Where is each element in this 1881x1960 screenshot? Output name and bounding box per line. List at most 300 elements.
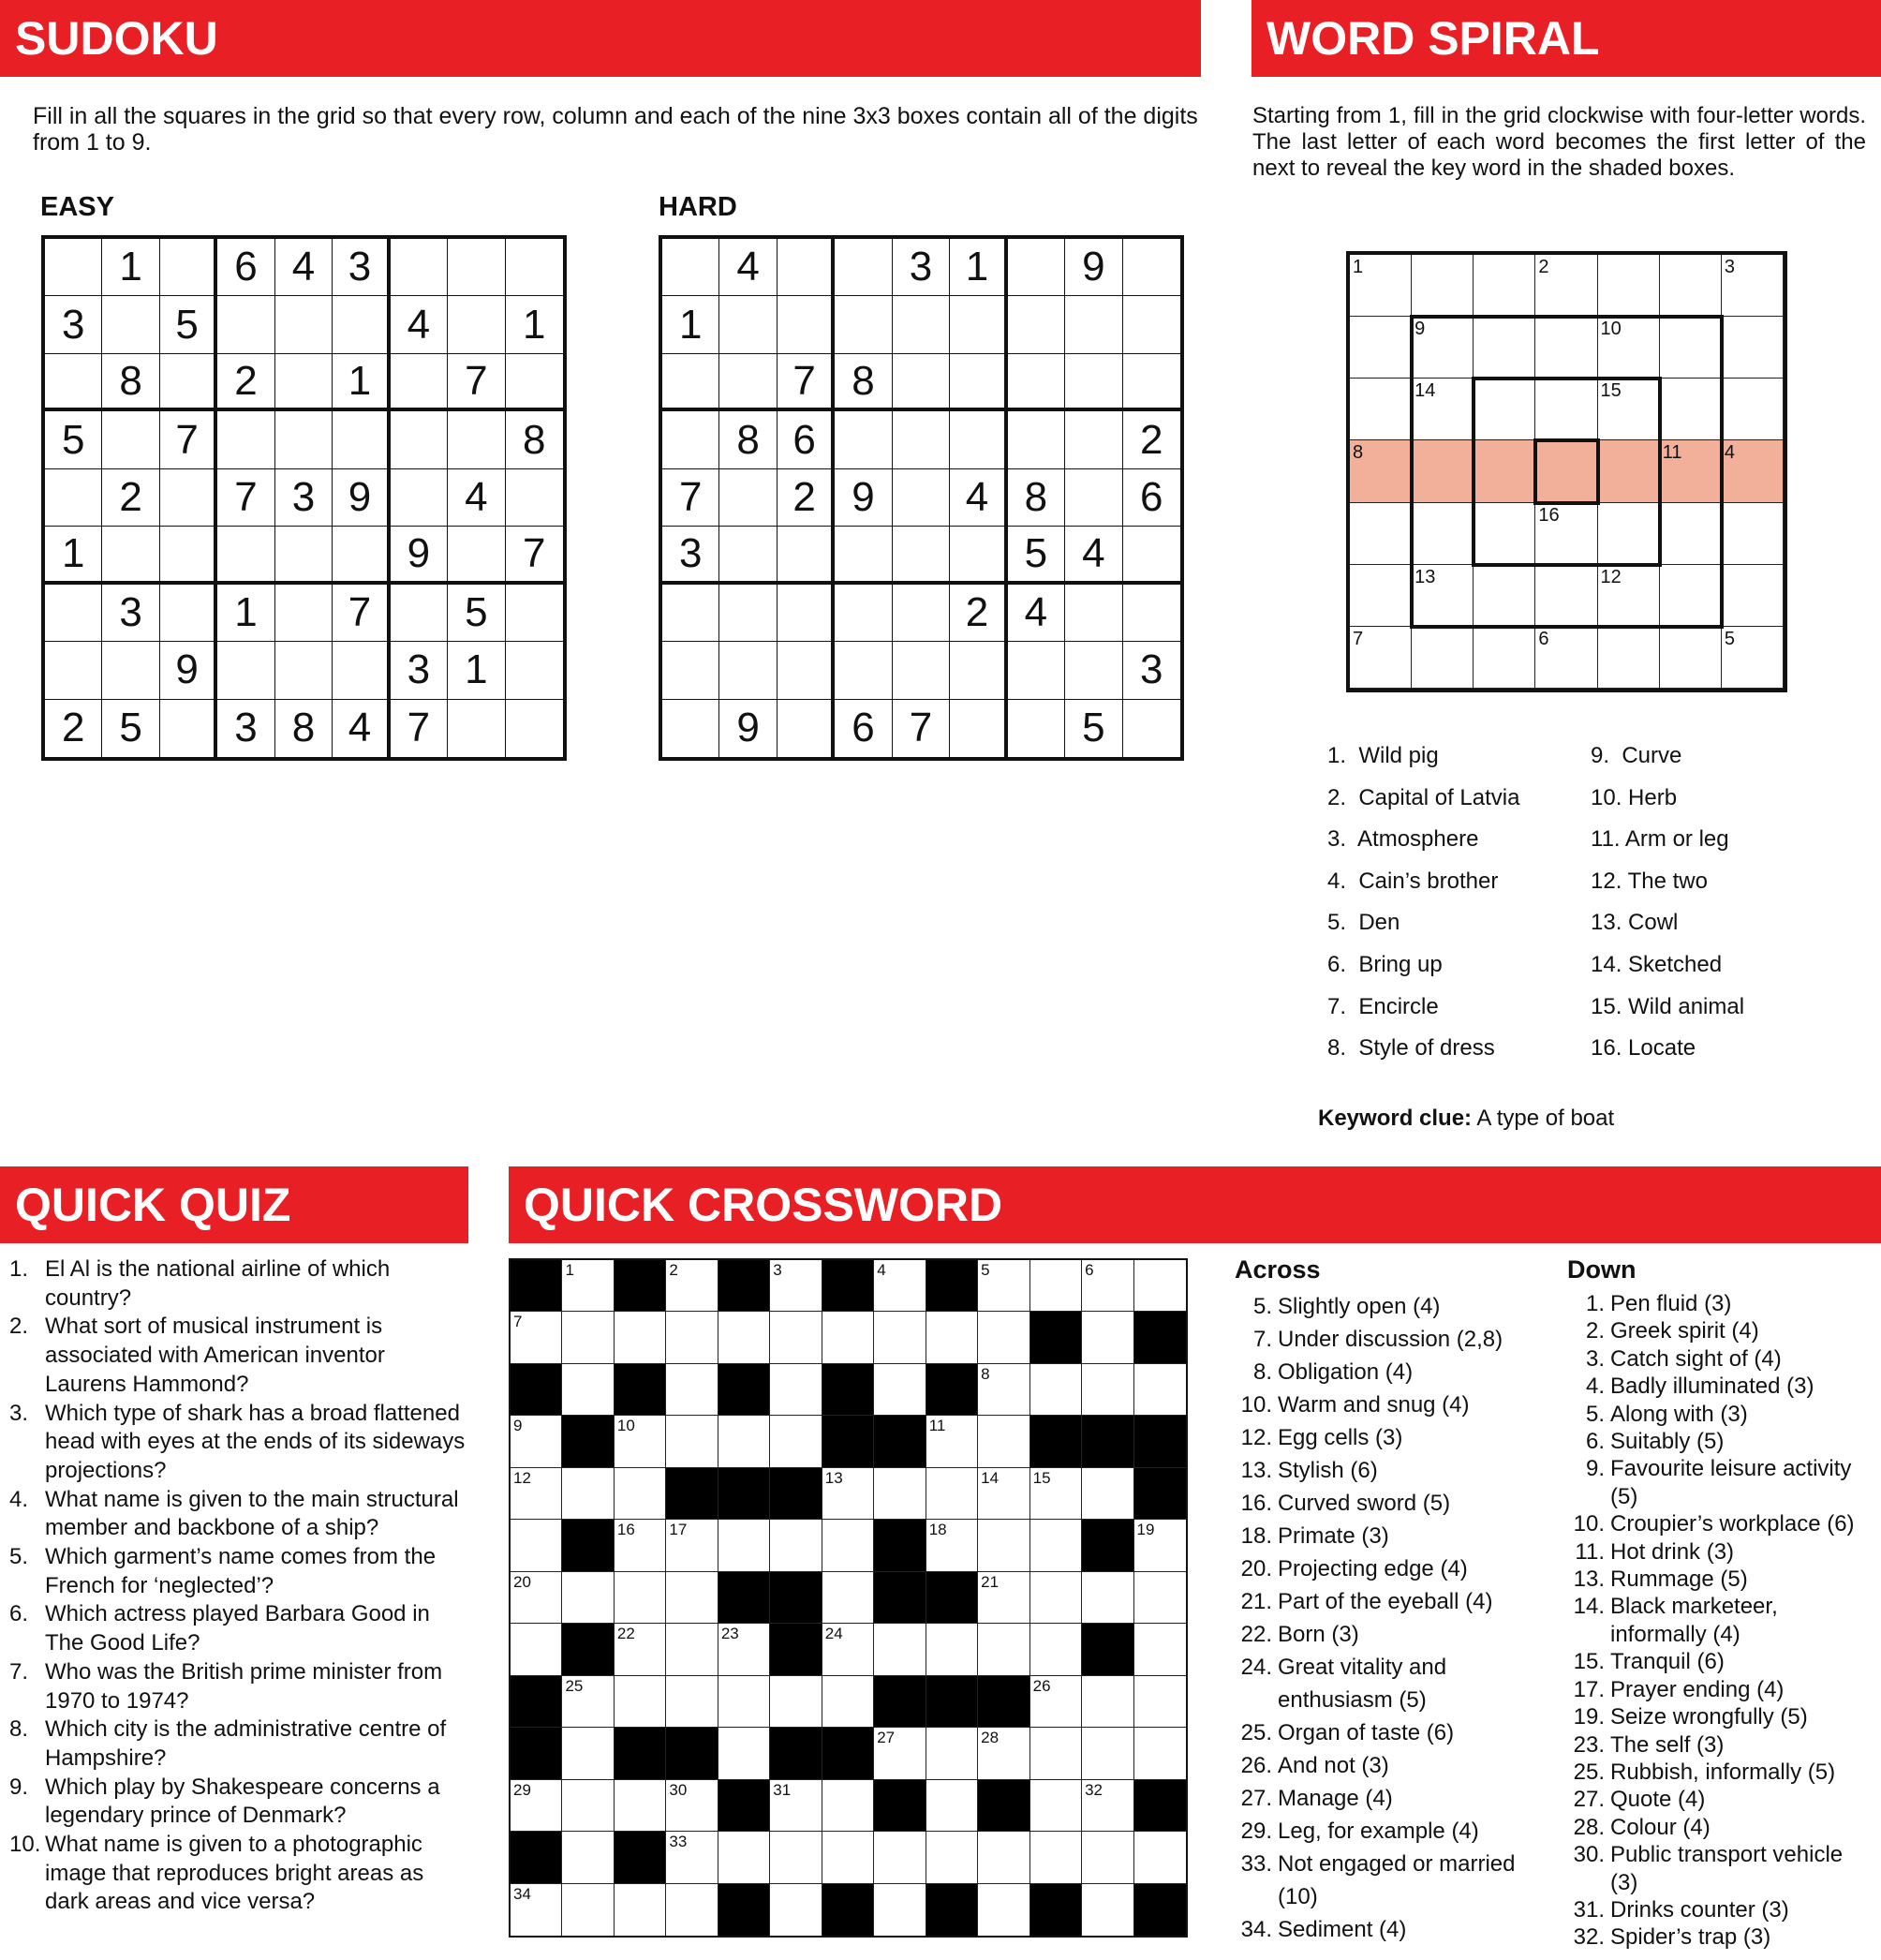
quiz-question-text: What name is given to the main structural member and backbone of a ship? bbox=[45, 1486, 459, 1541]
crossword-cell[interactable] bbox=[718, 1312, 770, 1363]
crossword-cell[interactable] bbox=[1030, 1572, 1082, 1624]
crossword-cell[interactable] bbox=[1082, 1780, 1133, 1832]
sudoku-cell bbox=[778, 239, 835, 296]
crossword-cell[interactable] bbox=[1134, 1364, 1186, 1416]
crossword-cell[interactable] bbox=[770, 1832, 822, 1883]
crossword-black-cell bbox=[666, 1728, 718, 1779]
sudoku-cell bbox=[950, 354, 1007, 411]
crossword-clue bbox=[1567, 1593, 1876, 1648]
spiral-cell-number: 2 bbox=[1538, 257, 1549, 277]
crossword-clue bbox=[1567, 1703, 1876, 1730]
crossword-cell[interactable] bbox=[770, 1884, 822, 1936]
crossword-cell[interactable] bbox=[511, 1520, 562, 1571]
crossword-clue-text: Pen fluid (3) bbox=[1610, 1291, 1732, 1316]
crossword-black-cell bbox=[718, 1572, 770, 1624]
across-heading: Across bbox=[1235, 1255, 1321, 1284]
crossword-cell[interactable] bbox=[1082, 1312, 1133, 1363]
crossword-cell[interactable] bbox=[1030, 1728, 1082, 1779]
sudoku-cell: 1 bbox=[45, 527, 102, 584]
crossword-black-cell bbox=[1082, 1624, 1133, 1675]
sudoku-cell bbox=[506, 585, 563, 642]
crossword-black-cell bbox=[1134, 1416, 1186, 1467]
sudoku-cell: 8 bbox=[719, 411, 777, 468]
crossword-cell[interactable] bbox=[1134, 1676, 1186, 1728]
spiral-cell-number: 10 bbox=[1600, 319, 1622, 340]
sudoku-cell: 9 bbox=[333, 469, 390, 527]
crossword-clue-text: Along with (3) bbox=[1610, 1401, 1748, 1427]
crossword-cell[interactable] bbox=[926, 1624, 978, 1675]
crossword-clue-number: 14. bbox=[1573, 1594, 1605, 1620]
crossword-cell[interactable] bbox=[666, 1312, 718, 1363]
crossword-cell[interactable] bbox=[978, 1312, 1029, 1363]
crossword-black-cell bbox=[615, 1832, 666, 1883]
sudoku-cell bbox=[448, 700, 505, 757]
spiral-clue: 1. Wild pig bbox=[1327, 743, 1439, 768]
spiral-cell bbox=[1350, 503, 1412, 565]
sudoku-cell: 5 bbox=[45, 411, 102, 468]
crossword-clue-number: 2. bbox=[1585, 1318, 1605, 1344]
crossword-black-cell bbox=[874, 1416, 926, 1467]
crossword-clue bbox=[1235, 1454, 1544, 1487]
crossword-cell-number: 13 bbox=[824, 1468, 843, 1487]
crossword-cell[interactable] bbox=[1134, 1624, 1186, 1675]
spiral-clue: 10. Herb bbox=[1591, 784, 1678, 810]
crossword-black-cell bbox=[822, 1728, 874, 1779]
crossword-cell[interactable] bbox=[1030, 1780, 1082, 1832]
crossword-cell[interactable] bbox=[1082, 1832, 1133, 1883]
crossword-clue-number: 26. bbox=[1240, 1753, 1272, 1778]
crossword-cell[interactable] bbox=[770, 1676, 822, 1728]
crossword-clue bbox=[1567, 1759, 1876, 1786]
crossword-cell-number: 21 bbox=[981, 1572, 1000, 1591]
crossword-cell[interactable] bbox=[1030, 1468, 1082, 1520]
crossword-cell[interactable] bbox=[822, 1780, 874, 1832]
word-spiral-instructions: Starting from 1, fill in the grid clockwise with four-letter words. The last letter of each word becomes the first letter of the next to reveal the key word in the shaded boxes. bbox=[1252, 103, 1866, 181]
sudoku-cell bbox=[778, 585, 835, 642]
crossword-cell-number: 11 bbox=[928, 1417, 946, 1435]
spiral-cell bbox=[1350, 379, 1412, 440]
sudoku-cell: 8 bbox=[102, 354, 159, 411]
crossword-cell[interactable] bbox=[1134, 1260, 1186, 1312]
crossword-cell[interactable] bbox=[666, 1520, 718, 1571]
crossword-clue-number: 6. bbox=[1585, 1429, 1605, 1455]
crossword-cell-number: 31 bbox=[773, 1780, 792, 1799]
crossword-black-cell bbox=[926, 1884, 978, 1936]
crossword-cell[interactable] bbox=[666, 1416, 718, 1467]
sudoku-cell: 3 bbox=[893, 239, 950, 296]
sudoku-cell bbox=[102, 296, 159, 353]
crossword-clue-text: Under discussion (2,8) bbox=[1278, 1327, 1503, 1352]
crossword-cell[interactable] bbox=[511, 1416, 562, 1467]
sudoku-cell: 7 bbox=[160, 411, 217, 468]
crossword-cell-number: 18 bbox=[928, 1521, 947, 1539]
crossword-black-cell bbox=[511, 1728, 562, 1779]
spiral-cell-number: 8 bbox=[1353, 442, 1364, 464]
crossword-cell[interactable] bbox=[562, 1676, 614, 1728]
crossword-clue-text: Projecting edge (4) bbox=[1278, 1556, 1468, 1581]
crossword-clue bbox=[1567, 1923, 1876, 1951]
crossword-cell[interactable] bbox=[562, 1780, 614, 1832]
crossword-cell[interactable] bbox=[874, 1884, 926, 1936]
down-heading: Down bbox=[1567, 1255, 1637, 1284]
sudoku-cell bbox=[275, 585, 333, 642]
crossword-clue-text: The self (3) bbox=[1610, 1731, 1725, 1758]
quiz-question-text: Which play by Shakespeare concerns a legendary prince of Denmark? bbox=[45, 1774, 440, 1829]
crossword-black-cell bbox=[1082, 1520, 1133, 1571]
crossword-black-cell bbox=[926, 1364, 978, 1416]
sudoku-cell bbox=[835, 411, 892, 468]
crossword-clue-number: 33. bbox=[1240, 1851, 1272, 1877]
crossword-cell[interactable] bbox=[562, 1468, 614, 1520]
sudoku-cell bbox=[448, 411, 505, 468]
crossword-cell[interactable] bbox=[1082, 1364, 1133, 1416]
quiz-question bbox=[9, 1600, 468, 1657]
crossword-cell[interactable] bbox=[718, 1416, 770, 1467]
crossword-cell[interactable] bbox=[511, 1780, 562, 1832]
sudoku-cell bbox=[160, 239, 217, 296]
spiral-clue: 4. Cain’s brother bbox=[1327, 868, 1499, 894]
crossword-cell[interactable] bbox=[874, 1364, 926, 1416]
crossword-cell[interactable] bbox=[615, 1520, 666, 1571]
crossword-cell[interactable] bbox=[874, 1624, 926, 1675]
crossword-black-cell bbox=[770, 1728, 822, 1779]
sudoku-cell bbox=[1123, 354, 1180, 411]
sudoku-cell: 5 bbox=[448, 585, 505, 642]
crossword-cell[interactable] bbox=[666, 1364, 718, 1416]
crossword-clue-text: Born (3) bbox=[1278, 1622, 1359, 1647]
crossword-clue-number: 27. bbox=[1573, 1787, 1605, 1813]
crossword-cell[interactable] bbox=[1134, 1832, 1186, 1883]
crossword-cell[interactable] bbox=[666, 1572, 718, 1624]
sudoku-cell bbox=[662, 585, 719, 642]
crossword-clue-text: Greek spirit (4) bbox=[1610, 1318, 1759, 1344]
crossword-cell[interactable] bbox=[874, 1312, 926, 1363]
crossword-cell[interactable] bbox=[511, 1572, 562, 1624]
crossword-cell[interactable] bbox=[1082, 1676, 1133, 1728]
spiral-cell-number: 11 bbox=[1662, 442, 1682, 464]
crossword-cell[interactable] bbox=[562, 1312, 614, 1363]
crossword-cell[interactable] bbox=[666, 1832, 718, 1883]
crossword-cell[interactable] bbox=[926, 1312, 978, 1363]
crossword-cell-number: 4 bbox=[877, 1261, 886, 1279]
crossword-cell-number: 15 bbox=[1032, 1468, 1051, 1487]
easy-sudoku-grid bbox=[41, 235, 567, 761]
sudoku-cell bbox=[391, 411, 448, 468]
crossword-clue bbox=[1567, 1814, 1876, 1841]
sudoku-cell: 5 bbox=[102, 700, 159, 757]
crossword-cell[interactable] bbox=[978, 1520, 1029, 1571]
crossword-clue-text: Hot drink (3) bbox=[1610, 1538, 1735, 1565]
crossword-clue bbox=[1235, 1487, 1544, 1520]
crossword-cell[interactable] bbox=[926, 1780, 978, 1832]
crossword-cell[interactable] bbox=[1082, 1468, 1133, 1520]
sudoku-cell bbox=[1008, 700, 1065, 757]
sudoku-cell bbox=[160, 700, 217, 757]
sudoku-cell bbox=[662, 700, 719, 757]
crossword-black-cell bbox=[615, 1260, 666, 1312]
crossword-cell[interactable] bbox=[718, 1624, 770, 1675]
quiz-question-text: Who was the British prime minister from 1970 to 1974? bbox=[45, 1658, 443, 1714]
crossword-cell[interactable] bbox=[770, 1260, 822, 1312]
crossword-cell[interactable] bbox=[562, 1728, 614, 1779]
crossword-cell[interactable] bbox=[822, 1624, 874, 1675]
crossword-black-cell bbox=[511, 1832, 562, 1883]
crossword-clue-number: 9. bbox=[1585, 1456, 1605, 1482]
crossword-black-cell bbox=[770, 1624, 822, 1675]
sudoku-cell: 4 bbox=[275, 239, 333, 296]
crossword-black-cell bbox=[718, 1884, 770, 1936]
crossword-cell[interactable] bbox=[770, 1364, 822, 1416]
crossword-cell[interactable] bbox=[978, 1572, 1029, 1624]
crossword-cell[interactable] bbox=[926, 1416, 978, 1467]
crossword-cell[interactable] bbox=[615, 1624, 666, 1675]
crossword-cell-number: 1 bbox=[565, 1261, 574, 1279]
sudoku-cell: 3 bbox=[102, 585, 159, 642]
crossword-cell-number: 7 bbox=[513, 1313, 523, 1331]
crossword-cell[interactable] bbox=[926, 1728, 978, 1779]
crossword-cell[interactable] bbox=[615, 1780, 666, 1832]
crossword-clue-number: 13. bbox=[1573, 1567, 1605, 1593]
crossword-clue-text: Seize wrongfully (5) bbox=[1610, 1704, 1808, 1730]
crossword-cell[interactable] bbox=[874, 1832, 926, 1883]
crossword-clue-text: Croupier’s workplace (6) bbox=[1610, 1511, 1855, 1537]
crossword-black-cell bbox=[1030, 1884, 1082, 1936]
crossword-cell[interactable] bbox=[978, 1624, 1029, 1675]
crossword-black-cell bbox=[562, 1520, 614, 1571]
spiral-cell bbox=[1350, 440, 1412, 502]
sudoku-cell bbox=[950, 296, 1007, 353]
crossword-black-cell bbox=[666, 1468, 718, 1520]
crossword-cell[interactable] bbox=[666, 1676, 718, 1728]
crossword-cell[interactable] bbox=[666, 1624, 718, 1675]
keyword-clue-label: Keyword clue: bbox=[1318, 1106, 1473, 1131]
crossword-clue-text: Rubbish, informally (5) bbox=[1610, 1759, 1836, 1785]
crossword-cell[interactable] bbox=[718, 1832, 770, 1883]
crossword-cell[interactable] bbox=[822, 1832, 874, 1883]
sudoku-cell bbox=[1065, 354, 1122, 411]
crossword-cell[interactable] bbox=[770, 1312, 822, 1363]
crossword-clue-number: 8. bbox=[1252, 1359, 1272, 1385]
crossword-cell-number: 30 bbox=[669, 1780, 688, 1799]
keyword-clue bbox=[1318, 1106, 1614, 1132]
crossword-cell[interactable] bbox=[511, 1884, 562, 1936]
crossword-clue-text: Manage (4) bbox=[1278, 1786, 1393, 1811]
crossword-cell[interactable] bbox=[562, 1260, 614, 1312]
crossword-black-cell bbox=[615, 1364, 666, 1416]
quiz-question-number: 5. bbox=[9, 1544, 29, 1570]
crossword-cell[interactable] bbox=[1134, 1572, 1186, 1624]
quiz-question-number: 10. bbox=[9, 1832, 41, 1858]
spiral-clue: 11. Arm or leg bbox=[1591, 826, 1729, 853]
sudoku-cell: 4 bbox=[1008, 585, 1065, 642]
crossword-cell[interactable] bbox=[822, 1312, 874, 1363]
crossword-cell-number: 29 bbox=[513, 1780, 531, 1799]
crossword-cell[interactable] bbox=[615, 1468, 666, 1520]
crossword-cell[interactable] bbox=[978, 1364, 1029, 1416]
crossword-cell[interactable] bbox=[978, 1884, 1029, 1936]
crossword-cell[interactable] bbox=[978, 1832, 1029, 1883]
crossword-cell[interactable] bbox=[1030, 1364, 1082, 1416]
crossword-clue-text: Black marketeer, informally (4) bbox=[1610, 1594, 1778, 1647]
quiz-question-text: What name is given to a photographic image that reproduces bright areas as dark areas and vice versa? bbox=[45, 1832, 424, 1915]
crossword-cell[interactable] bbox=[1030, 1624, 1082, 1675]
sudoku-cell: 7 bbox=[217, 469, 274, 527]
crossword-cell[interactable] bbox=[926, 1520, 978, 1571]
crossword-cell[interactable] bbox=[718, 1676, 770, 1728]
sudoku-cell bbox=[950, 642, 1007, 699]
sudoku-cell: 2 bbox=[1123, 411, 1180, 468]
sudoku-cell: 3 bbox=[45, 296, 102, 353]
crossword-clue-number: 31. bbox=[1573, 1896, 1605, 1923]
crossword-cell[interactable] bbox=[666, 1780, 718, 1832]
sudoku-cell: 3 bbox=[217, 700, 274, 757]
sudoku-cell bbox=[950, 411, 1007, 468]
crossword-cell[interactable] bbox=[1082, 1884, 1133, 1936]
crossword-cell[interactable] bbox=[718, 1520, 770, 1571]
sudoku-cell: 7 bbox=[391, 700, 448, 757]
crossword-clue-number: 17. bbox=[1573, 1676, 1605, 1702]
crossword-cell[interactable] bbox=[615, 1416, 666, 1467]
crossword-cell-number: 27 bbox=[877, 1729, 896, 1747]
crossword-cell-number: 3 bbox=[773, 1261, 782, 1279]
sudoku-cell bbox=[1123, 585, 1180, 642]
sudoku-cell: 3 bbox=[275, 469, 333, 527]
sudoku-cell bbox=[1008, 296, 1065, 353]
crossword-black-cell bbox=[874, 1520, 926, 1571]
crossword-cell[interactable] bbox=[926, 1468, 978, 1520]
crossword-cell[interactable] bbox=[562, 1364, 614, 1416]
crossword-black-cell bbox=[822, 1884, 874, 1936]
crossword-cell[interactable] bbox=[822, 1468, 874, 1520]
sudoku-cell bbox=[160, 527, 217, 584]
crossword-cell[interactable] bbox=[615, 1884, 666, 1936]
crossword-cell[interactable] bbox=[978, 1260, 1029, 1312]
crossword-cell[interactable] bbox=[615, 1572, 666, 1624]
crossword-cell[interactable] bbox=[511, 1312, 562, 1363]
sudoku-cell bbox=[1065, 642, 1122, 699]
crossword-cell[interactable] bbox=[926, 1832, 978, 1883]
crossword-cell[interactable] bbox=[770, 1780, 822, 1832]
crossword-black-cell bbox=[562, 1416, 614, 1467]
sudoku-cell: 9 bbox=[835, 469, 892, 527]
crossword-clue-text: Primate (3) bbox=[1278, 1523, 1389, 1549]
crossword-cell[interactable] bbox=[511, 1624, 562, 1675]
crossword-cell[interactable] bbox=[615, 1312, 666, 1363]
crossword-cell[interactable] bbox=[874, 1468, 926, 1520]
sudoku-cell: 4 bbox=[448, 469, 505, 527]
crossword-cell[interactable] bbox=[1030, 1832, 1082, 1883]
sudoku-cell bbox=[1065, 469, 1122, 527]
crossword-cell[interactable] bbox=[666, 1260, 718, 1312]
crossword-cell[interactable] bbox=[1134, 1728, 1186, 1779]
crossword-clue-text: Drinks counter (3) bbox=[1610, 1896, 1789, 1923]
crossword-grid bbox=[509, 1258, 1188, 1938]
crossword-cell[interactable] bbox=[1030, 1260, 1082, 1312]
crossword-clue-text: Spider’s trap (3) bbox=[1610, 1924, 1771, 1951]
down-clues bbox=[1567, 1255, 1876, 1952]
crossword-cell[interactable] bbox=[562, 1832, 614, 1883]
sudoku-cell: 7 bbox=[778, 354, 835, 411]
crossword-clue bbox=[1235, 1913, 1544, 1946]
crossword-clue bbox=[1567, 1455, 1876, 1510]
crossword-cell[interactable] bbox=[978, 1728, 1029, 1779]
crossword-clue-number: 27. bbox=[1240, 1786, 1272, 1811]
sudoku-cell bbox=[45, 585, 102, 642]
sudoku-cell bbox=[45, 354, 102, 411]
crossword-cell[interactable] bbox=[1030, 1520, 1082, 1571]
sudoku-cell: 1 bbox=[217, 585, 274, 642]
crossword-cell[interactable] bbox=[666, 1884, 718, 1936]
sudoku-cell bbox=[1065, 585, 1122, 642]
sudoku-cell bbox=[45, 469, 102, 527]
crossword-cell-number: 19 bbox=[1136, 1521, 1155, 1539]
crossword-black-cell bbox=[718, 1364, 770, 1416]
crossword-cell[interactable] bbox=[770, 1416, 822, 1467]
quiz-question bbox=[9, 1486, 468, 1543]
sudoku-cell bbox=[719, 469, 777, 527]
crossword-cell[interactable] bbox=[822, 1572, 874, 1624]
crossword-clue-number: 16. bbox=[1240, 1491, 1272, 1516]
crossword-cell[interactable] bbox=[1134, 1520, 1186, 1571]
crossword-cell[interactable] bbox=[1082, 1728, 1133, 1779]
crossword-cell[interactable] bbox=[770, 1520, 822, 1571]
crossword-cell[interactable] bbox=[874, 1260, 926, 1312]
crossword-clue-number: 30. bbox=[1573, 1842, 1605, 1868]
crossword-cell[interactable] bbox=[1082, 1572, 1133, 1624]
crossword-cell[interactable] bbox=[822, 1520, 874, 1571]
quiz-question-text: Which city is the administrative centre of Hampshire? bbox=[45, 1716, 447, 1771]
crossword-clue-text: Great vitality and enthusiasm (5) bbox=[1278, 1655, 1447, 1713]
crossword-cell[interactable] bbox=[718, 1728, 770, 1779]
sudoku-cell bbox=[719, 642, 777, 699]
crossword-cell[interactable] bbox=[615, 1676, 666, 1728]
crossword-clue-text: Catch sight of (4) bbox=[1610, 1345, 1782, 1372]
crossword-cell[interactable] bbox=[978, 1468, 1029, 1520]
crossword-clue bbox=[1567, 1786, 1876, 1813]
crossword-cell[interactable] bbox=[562, 1884, 614, 1936]
spiral-cell-number: 1 bbox=[1353, 257, 1364, 277]
crossword-cell[interactable] bbox=[562, 1572, 614, 1624]
sudoku-cell: 3 bbox=[333, 239, 390, 296]
crossword-clue-number: 5. bbox=[1252, 1294, 1272, 1319]
crossword-cell[interactable] bbox=[978, 1416, 1029, 1467]
spiral-cell bbox=[1535, 627, 1597, 689]
crossword-clue bbox=[1235, 1323, 1544, 1356]
crossword-cell[interactable] bbox=[511, 1468, 562, 1520]
spiral-ring bbox=[1533, 438, 1599, 504]
crossword-cell[interactable] bbox=[1030, 1676, 1082, 1728]
crossword-cell[interactable] bbox=[874, 1728, 926, 1779]
easy-label: EASY bbox=[40, 192, 114, 222]
spiral-clue: 13. Cowl bbox=[1591, 910, 1679, 936]
sudoku-cell bbox=[102, 411, 159, 468]
sudoku-cell bbox=[333, 527, 390, 584]
crossword-clue bbox=[1235, 1815, 1544, 1848]
word-spiral-clues-left bbox=[1327, 743, 1519, 1077]
crossword-cell[interactable] bbox=[1082, 1260, 1133, 1312]
crossword-cell[interactable] bbox=[822, 1676, 874, 1728]
sudoku-cell bbox=[778, 527, 835, 584]
sudoku-cell: 4 bbox=[719, 239, 777, 296]
sudoku-cell: 9 bbox=[1065, 239, 1122, 296]
quiz-question-text: Which type of shark has a broad flattened head with eyes at the ends of its sideways projections? bbox=[45, 1400, 466, 1483]
crossword-cell-number: 12 bbox=[513, 1468, 531, 1487]
spiral-cell bbox=[1350, 255, 1412, 317]
crossword-cell-number: 33 bbox=[669, 1833, 688, 1851]
sudoku-cell bbox=[1123, 296, 1180, 353]
crossword-clue-text: Favourite leisure activity (5) bbox=[1610, 1456, 1852, 1509]
crossword-clue bbox=[1567, 1401, 1876, 1428]
